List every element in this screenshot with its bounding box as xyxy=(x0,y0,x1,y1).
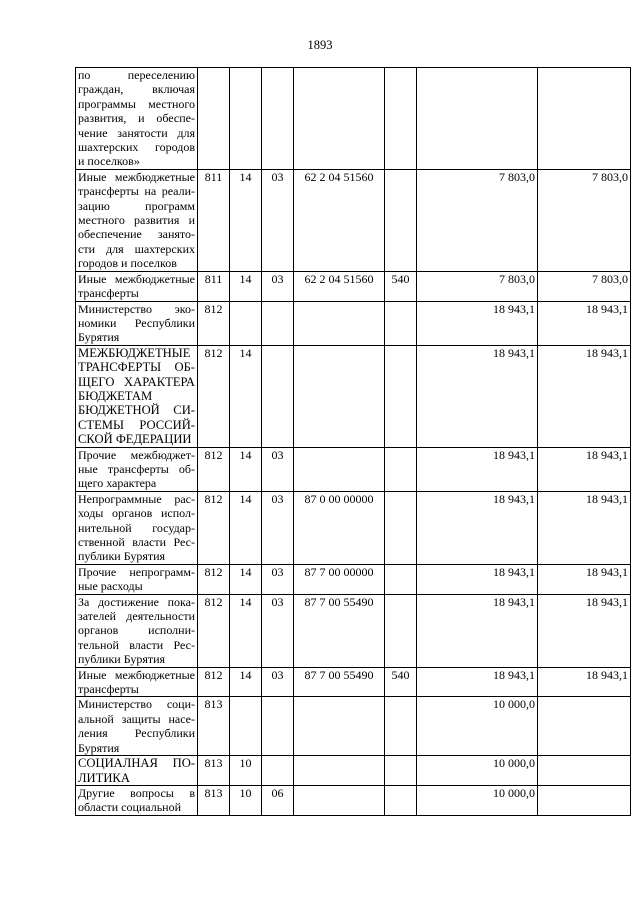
section-cell: 14 xyxy=(230,667,262,697)
table-row xyxy=(76,301,631,345)
section-cell xyxy=(230,68,262,170)
budget-table xyxy=(75,67,631,816)
amount-cell: 7 803,0 xyxy=(417,271,538,301)
grbs-cell: 813 xyxy=(198,785,230,815)
item-name-line: Министерство соци- xyxy=(78,697,195,712)
grbs-cell: 812 xyxy=(198,491,230,564)
section-cell: 14 xyxy=(230,491,262,564)
item-name-line: ЩЕГО ХАРАКТЕРА xyxy=(78,374,195,389)
item-name-line: альной защиты насе- xyxy=(78,711,195,726)
item-name-cell xyxy=(76,301,198,345)
item-name-cell xyxy=(76,271,198,301)
expense-type-cell xyxy=(385,491,417,564)
table-row xyxy=(76,667,631,697)
amount-cell: 18 943,1 xyxy=(417,301,538,345)
expense-type-cell xyxy=(385,345,417,447)
amount-cell: 10 000,0 xyxy=(417,756,538,786)
section-cell: 14 xyxy=(230,594,262,667)
table-row xyxy=(76,697,631,756)
item-name-line: ТРАНСФЕРТЫ ОБ- xyxy=(78,360,195,375)
target-article-cell: 87 7 00 55490 xyxy=(294,594,385,667)
item-name-cell xyxy=(76,345,198,447)
item-name-line: СТЕМЫ РОССИЙ- xyxy=(78,417,195,432)
expense-type-cell xyxy=(385,594,417,667)
item-name-line: ходы органов испол- xyxy=(78,506,195,521)
item-name-line: трансферты xyxy=(78,286,139,301)
item-name-line: щего характера xyxy=(78,476,157,491)
item-name-line: граждан, включая xyxy=(78,82,195,97)
amount-cell: 18 943,1 xyxy=(417,564,538,594)
table-row xyxy=(76,345,631,447)
grbs-cell: 811 xyxy=(198,271,230,301)
amount-2-cell xyxy=(538,785,631,815)
expense-type-cell xyxy=(385,68,417,170)
item-name-cell xyxy=(76,594,198,667)
amount-cell: 18 943,1 xyxy=(417,667,538,697)
table-row xyxy=(76,594,631,667)
section-cell: 14 xyxy=(230,447,262,491)
item-name-line: обеспечение занято- xyxy=(78,227,195,242)
target-article-cell: 87 7 00 55490 xyxy=(294,667,385,697)
expense-type-cell: 540 xyxy=(385,667,417,697)
amount-cell: 10 000,0 xyxy=(417,785,538,815)
item-name-line: развития, и обеспе- xyxy=(78,111,195,126)
target-article-cell: 62 2 04 51560 xyxy=(294,169,385,271)
item-name-line: Иные межбюджетные xyxy=(78,271,195,286)
amount-cell: 7 803,0 xyxy=(417,169,538,271)
item-name-line: Бурятия xyxy=(78,740,120,755)
item-name-line: БЮДЖЕТАМ xyxy=(78,388,153,403)
item-name-line: Министерство эко- xyxy=(78,301,195,316)
item-name-line: шахтерских городов xyxy=(78,140,195,155)
item-name-line: Иные межбюджетные xyxy=(78,169,195,184)
item-name-line: сти для шахтерских xyxy=(78,241,195,256)
amount-2-cell xyxy=(538,756,631,786)
amount-2-cell: 18 943,1 xyxy=(538,594,631,667)
item-name-line: и поселков» xyxy=(78,154,140,169)
table-row xyxy=(76,271,631,301)
grbs-cell: 813 xyxy=(198,756,230,786)
target-article-cell xyxy=(294,68,385,170)
subsection-cell: 03 xyxy=(262,564,294,594)
budget-table-body xyxy=(76,68,631,816)
grbs-cell: 813 xyxy=(198,697,230,756)
section-cell: 10 xyxy=(230,785,262,815)
item-name-line: органов исполни- xyxy=(78,623,195,638)
amount-cell: 18 943,1 xyxy=(417,447,538,491)
item-name-cell xyxy=(76,564,198,594)
expense-type-cell: 540 xyxy=(385,271,417,301)
item-name-cell xyxy=(76,697,198,756)
subsection-cell: 03 xyxy=(262,594,294,667)
amount-2-cell: 18 943,1 xyxy=(538,564,631,594)
item-name-line: За достижение пока- xyxy=(78,594,195,609)
target-article-cell xyxy=(294,447,385,491)
item-name-line: Бурятия xyxy=(78,330,120,345)
amount-cell: 18 943,1 xyxy=(417,491,538,564)
item-name-line: трансферты xyxy=(78,682,139,697)
amount-2-cell: 7 803,0 xyxy=(538,271,631,301)
item-name-line: МЕЖБЮДЖЕТНЫЕ xyxy=(78,345,191,360)
grbs-cell: 812 xyxy=(198,594,230,667)
item-name-line: трансферты на реали- xyxy=(78,184,195,199)
page-number: 1893 xyxy=(307,38,333,52)
item-name-line: публики Бурятия xyxy=(78,549,166,564)
item-name-line: Прочие межбюджет- xyxy=(78,447,195,462)
target-article-cell xyxy=(294,756,385,786)
table-row xyxy=(76,169,631,271)
item-name-line: Другие вопросы в xyxy=(78,785,195,800)
amount-cell: 18 943,1 xyxy=(417,345,538,447)
target-article-cell: 87 7 00 00000 xyxy=(294,564,385,594)
expense-type-cell xyxy=(385,697,417,756)
amount-2-cell: 18 943,1 xyxy=(538,301,631,345)
item-name-line: публики Бурятия xyxy=(78,652,166,667)
amount-cell xyxy=(417,68,538,170)
table-row xyxy=(76,785,631,815)
target-article-cell: 62 2 04 51560 xyxy=(294,271,385,301)
item-name-line: ные расходы xyxy=(78,579,143,594)
section-cell: 14 xyxy=(230,345,262,447)
item-name-line: чение занятости для xyxy=(78,125,195,140)
expense-type-cell xyxy=(385,169,417,271)
table-row xyxy=(76,756,631,786)
target-article-cell xyxy=(294,785,385,815)
expense-type-cell xyxy=(385,756,417,786)
section-cell xyxy=(230,697,262,756)
item-name-line: Непрограммные рас- xyxy=(78,491,195,506)
subsection-cell: 06 xyxy=(262,785,294,815)
amount-2-cell: 7 803,0 xyxy=(538,169,631,271)
subsection-cell xyxy=(262,756,294,786)
item-name-line: СКОЙ ФЕДЕРАЦИИ xyxy=(78,432,192,447)
section-cell xyxy=(230,301,262,345)
item-name-line: зателей деятельности xyxy=(78,609,195,624)
item-name-line: ные трансферты об- xyxy=(78,461,195,476)
subsection-cell: 03 xyxy=(262,667,294,697)
item-name-line: Иные межбюджетные xyxy=(78,667,195,682)
subsection-cell xyxy=(262,345,294,447)
amount-2-cell: 18 943,1 xyxy=(538,447,631,491)
item-name-line: ЛИТИКА xyxy=(78,770,130,785)
subsection-cell: 03 xyxy=(262,491,294,564)
amount-2-cell: 18 943,1 xyxy=(538,491,631,564)
grbs-cell: 812 xyxy=(198,345,230,447)
grbs-cell: 812 xyxy=(198,564,230,594)
item-name-cell xyxy=(76,169,198,271)
item-name-line: городов и поселков xyxy=(78,256,177,271)
section-cell: 10 xyxy=(230,756,262,786)
item-name-line: местного развития и xyxy=(78,213,195,228)
item-name-line: нительной государ- xyxy=(78,520,195,535)
amount-2-cell: 18 943,1 xyxy=(538,667,631,697)
amount-cell: 18 943,1 xyxy=(417,594,538,667)
item-name-line: Прочие непрограмм- xyxy=(78,564,195,579)
target-article-cell xyxy=(294,697,385,756)
amount-2-cell: 18 943,1 xyxy=(538,345,631,447)
subsection-cell: 03 xyxy=(262,447,294,491)
item-name-line: тельной власти Рес- xyxy=(78,637,195,652)
grbs-cell: 812 xyxy=(198,301,230,345)
table-row xyxy=(76,68,631,170)
item-name-cell xyxy=(76,491,198,564)
grbs-cell: 812 xyxy=(198,447,230,491)
grbs-cell xyxy=(198,68,230,170)
expense-type-cell xyxy=(385,785,417,815)
grbs-cell: 811 xyxy=(198,169,230,271)
subsection-cell: 03 xyxy=(262,169,294,271)
expense-type-cell xyxy=(385,447,417,491)
item-name-cell xyxy=(76,667,198,697)
amount-cell: 10 000,0 xyxy=(417,697,538,756)
expense-type-cell xyxy=(385,301,417,345)
item-name-line: ственной власти Рес- xyxy=(78,535,195,549)
item-name-line: зацию программ xyxy=(78,198,195,213)
target-article-cell xyxy=(294,301,385,345)
item-name-cell xyxy=(76,447,198,491)
amount-2-cell xyxy=(538,68,631,170)
section-cell: 14 xyxy=(230,169,262,271)
item-name-line: БЮДЖЕТНОЙ СИ- xyxy=(78,403,195,418)
item-name-line: номики Республики xyxy=(78,315,195,330)
item-name-line: ления Республики xyxy=(78,726,195,741)
table-row xyxy=(76,564,631,594)
section-cell: 14 xyxy=(230,271,262,301)
item-name-line: СОЦИАЛНАЯ ПО- xyxy=(78,756,195,771)
subsection-cell: 03 xyxy=(262,271,294,301)
item-name-cell xyxy=(76,756,198,786)
subsection-cell xyxy=(262,68,294,170)
subsection-cell xyxy=(262,301,294,345)
target-article-cell: 87 0 00 00000 xyxy=(294,491,385,564)
grbs-cell: 812 xyxy=(198,667,230,697)
table-row xyxy=(76,447,631,491)
section-cell: 14 xyxy=(230,564,262,594)
target-article-cell xyxy=(294,345,385,447)
amount-2-cell xyxy=(538,697,631,756)
item-name-cell xyxy=(76,68,198,170)
expense-type-cell xyxy=(385,564,417,594)
table-row xyxy=(76,491,631,564)
item-name-line: по переселению xyxy=(78,68,195,82)
item-name-line: программы местного xyxy=(78,96,195,111)
item-name-cell xyxy=(76,785,198,815)
subsection-cell xyxy=(262,697,294,756)
item-name-line: области социальной xyxy=(78,800,182,815)
